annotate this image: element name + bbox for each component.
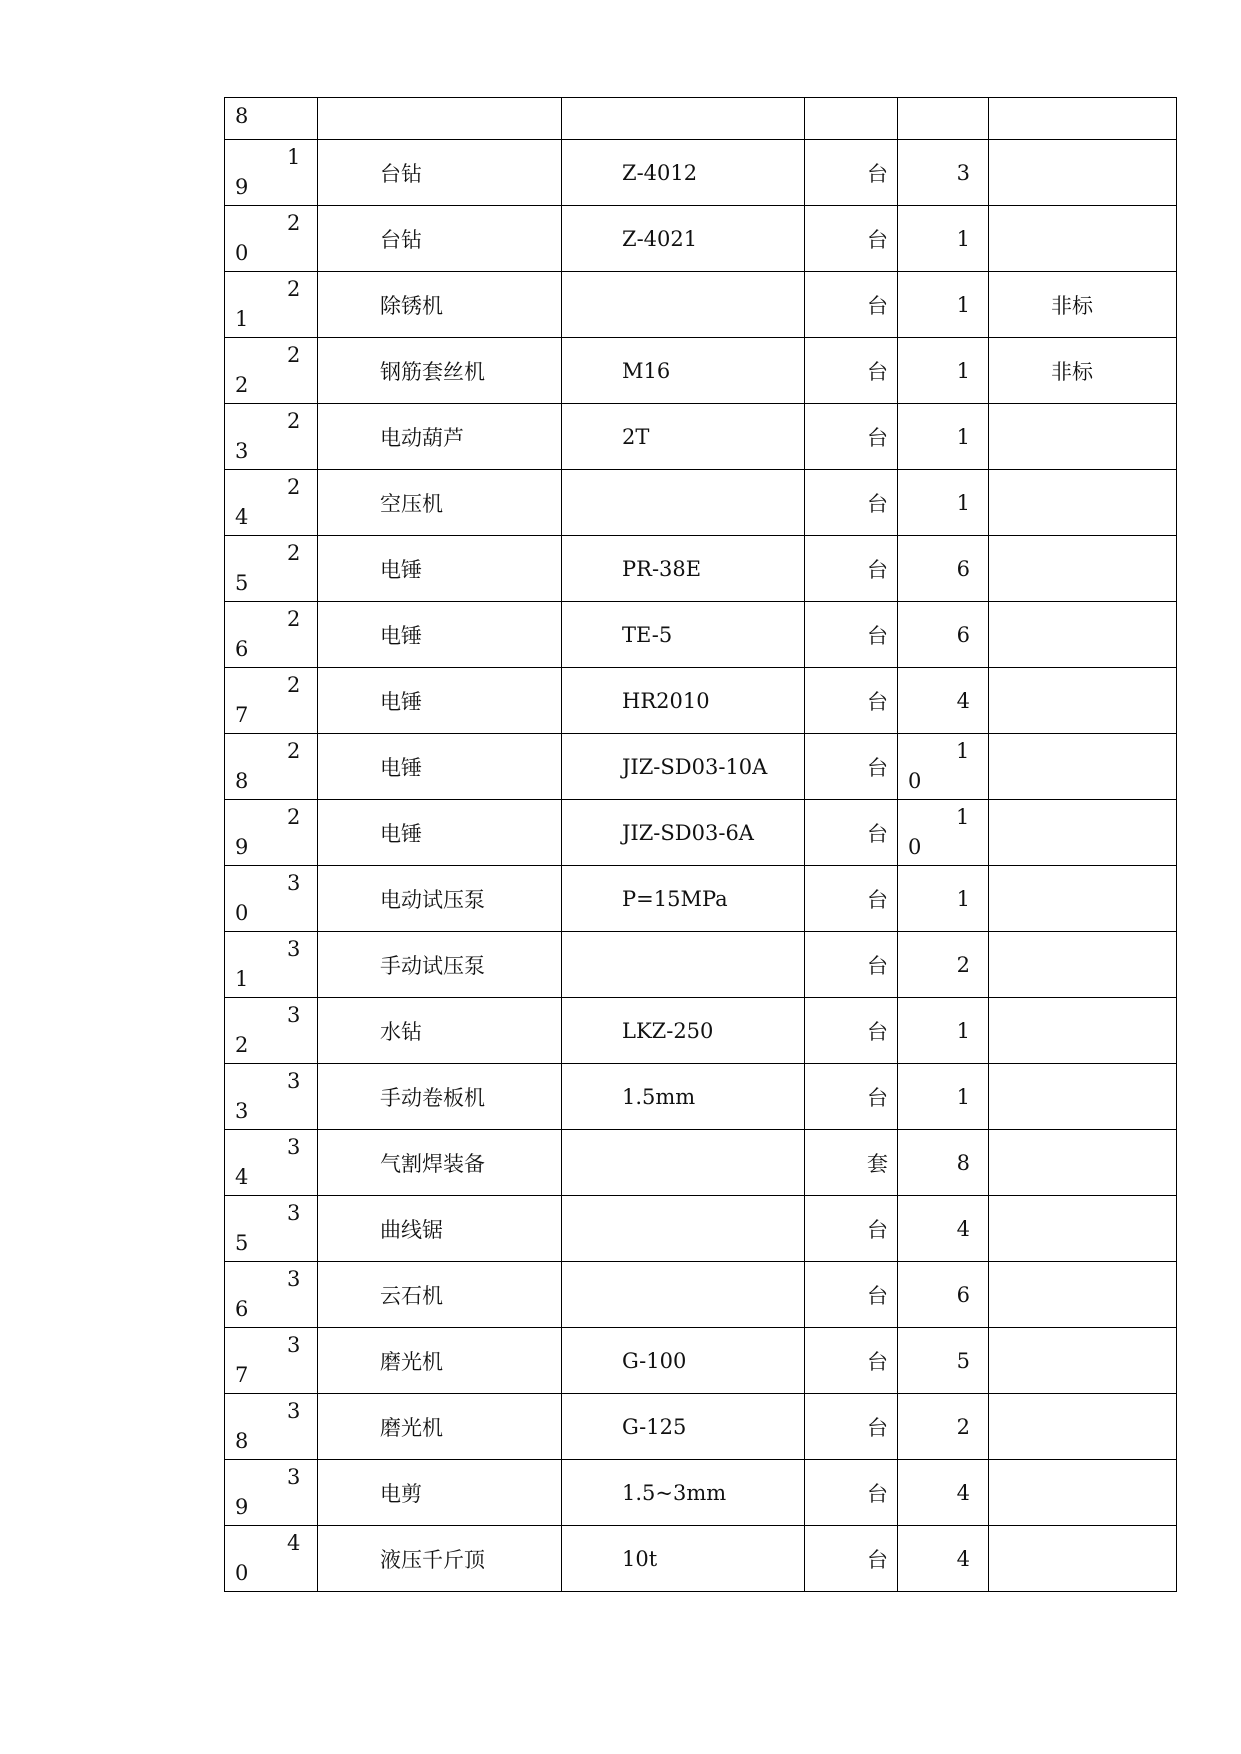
table-row: [225, 1064, 1177, 1130]
spec-cell: [562, 1460, 805, 1526]
equipment-unit: 台: [867, 491, 888, 516]
equipment-unit: 台: [867, 293, 888, 318]
seq-digit-bottom: 0: [235, 901, 249, 925]
table-row: [225, 404, 1177, 470]
name-cell: [318, 1460, 562, 1526]
qty-cell: [898, 536, 989, 602]
qty-cell: [898, 1460, 989, 1526]
equipment-unit: 台: [867, 821, 888, 846]
equipment-name: 电锤: [380, 755, 422, 780]
unit-cell: [805, 272, 898, 338]
seq-digit-top: 2: [287, 409, 301, 433]
seq-cell: [225, 668, 318, 734]
name-cell: [318, 932, 562, 998]
unit-cell: [805, 602, 898, 668]
table-row: [225, 536, 1177, 602]
unit-cell: [805, 98, 898, 140]
spec-cell: [562, 998, 805, 1064]
spec-cell: [562, 536, 805, 602]
equipment-name: 除锈机: [380, 293, 443, 318]
note-cell: [989, 1460, 1177, 1526]
note-cell: [989, 932, 1177, 998]
note-cell: [989, 404, 1177, 470]
seq-cell: [225, 272, 318, 338]
equipment-name: 曲线锯: [380, 1217, 443, 1242]
equipment-name: 气割焊装备: [380, 1151, 485, 1176]
seq-cell: [225, 140, 318, 206]
note-cell: [989, 206, 1177, 272]
equipment-table: [224, 97, 1177, 1592]
qty-value: 1: [956, 886, 970, 911]
seq-digit-top: 2: [287, 343, 301, 367]
equipment-note: 非标: [1051, 293, 1093, 318]
unit-cell: [805, 932, 898, 998]
equipment-unit: 台: [867, 1349, 888, 1374]
unit-cell: [805, 800, 898, 866]
seq-digit-top: 4: [287, 1531, 301, 1555]
seq-digit-bottom: 5: [235, 1231, 249, 1255]
seq-cell: [225, 1196, 318, 1262]
note-cell: [989, 1130, 1177, 1196]
equipment-name: 水钻: [380, 1019, 422, 1044]
equipment-spec: 2T: [622, 424, 650, 449]
note-cell: [989, 800, 1177, 866]
seq-digit-top: 1: [287, 145, 301, 169]
table-row: [225, 1328, 1177, 1394]
note-cell: [989, 98, 1177, 140]
seq-digit-bottom: 2: [235, 1033, 249, 1057]
seq-cell: [225, 998, 318, 1064]
name-cell: [318, 470, 562, 536]
equipment-unit: 台: [867, 887, 888, 912]
seq-cell: [225, 800, 318, 866]
unit-cell: [805, 404, 898, 470]
qty-cell: [898, 1394, 989, 1460]
equipment-spec: P=15MPa: [622, 886, 728, 911]
seq-digit-top: 2: [287, 541, 301, 565]
equipment-spec: G-100: [622, 1348, 687, 1373]
table-row: [225, 800, 1177, 866]
note-cell: [989, 1394, 1177, 1460]
spec-cell: [562, 866, 805, 932]
seq-digit-bottom: 4: [235, 505, 249, 529]
name-cell: [318, 140, 562, 206]
equipment-unit: 台: [867, 359, 888, 384]
equipment-spec: PR-38E: [622, 556, 702, 581]
qty-cell: [898, 140, 989, 206]
table-row: [225, 602, 1177, 668]
seq-digit-top: 2: [287, 607, 301, 631]
qty-value: 4: [956, 1546, 970, 1571]
unit-cell: [805, 338, 898, 404]
seq-digit-top: 2: [287, 739, 301, 763]
equipment-name: 手动卷板机: [380, 1085, 485, 1110]
seq-cell: [225, 932, 318, 998]
table-row: [225, 98, 1177, 140]
equipment-unit: 台: [867, 1547, 888, 1572]
name-cell: [318, 1262, 562, 1328]
equipment-name: 空压机: [380, 491, 443, 516]
table-row: [225, 272, 1177, 338]
seq-digit-bottom: 8: [235, 769, 249, 793]
table-row: [225, 734, 1177, 800]
qty-value: 1: [956, 1084, 970, 1109]
qty-value: 2: [956, 1414, 970, 1439]
seq-digit-top: 3: [287, 1201, 301, 1225]
seq-digit-top: 3: [287, 871, 301, 895]
spec-cell: [562, 272, 805, 338]
equipment-spec: Z-4021: [622, 226, 698, 251]
name-cell: [318, 98, 562, 140]
note-cell: [989, 1262, 1177, 1328]
equipment-spec: JIZ-SD03-6A: [622, 820, 754, 845]
name-cell: [318, 998, 562, 1064]
note-cell: [989, 1526, 1177, 1592]
note-cell: [989, 272, 1177, 338]
table-row: [225, 998, 1177, 1064]
equipment-unit: 台: [867, 1415, 888, 1440]
spec-cell: [562, 1262, 805, 1328]
qty-digit-top: 1: [956, 805, 970, 829]
qty-value: 3: [956, 160, 970, 185]
seq-digit-bottom: 2: [235, 373, 249, 397]
spec-cell: [562, 404, 805, 470]
table-row: [225, 338, 1177, 404]
equipment-unit: 台: [867, 755, 888, 780]
unit-cell: [805, 1064, 898, 1130]
unit-cell: [805, 206, 898, 272]
seq-digit-bottom: 3: [235, 439, 249, 463]
table-row: [225, 1130, 1177, 1196]
equipment-name: 电锤: [380, 623, 422, 648]
qty-value: 1: [956, 424, 970, 449]
seq-digit-bottom: 9: [235, 175, 249, 199]
qty-digit-top: 1: [956, 739, 970, 763]
seq-cell: [225, 602, 318, 668]
spec-cell: [562, 140, 805, 206]
seq-digit-bottom: 9: [235, 1495, 249, 1519]
spec-cell: [562, 98, 805, 140]
equipment-spec: 1.5mm: [622, 1084, 696, 1109]
qty-cell: [898, 800, 989, 866]
equipment-name: 电锤: [380, 557, 422, 582]
equipment-name: 电动试压泵: [380, 887, 485, 912]
equipment-spec: Z-4012: [622, 160, 698, 185]
table-row: [225, 1526, 1177, 1592]
name-cell: [318, 404, 562, 470]
seq-digit-top: 3: [287, 1069, 301, 1093]
seq-digit-bottom: 7: [235, 703, 249, 727]
unit-cell: [805, 866, 898, 932]
spec-cell: [562, 1064, 805, 1130]
name-cell: [318, 206, 562, 272]
seq-digit-top: 3: [287, 1135, 301, 1159]
equipment-unit: 台: [867, 953, 888, 978]
qty-cell: [898, 1064, 989, 1130]
seq-digit-bottom: 0: [235, 241, 249, 265]
qty-value: 1: [956, 1018, 970, 1043]
name-cell: [318, 602, 562, 668]
qty-value: 4: [956, 1480, 970, 1505]
equipment-name: 手动试压泵: [380, 953, 485, 978]
seq-cell: [225, 206, 318, 272]
equipment-name: 电剪: [380, 1481, 422, 1506]
qty-cell: [898, 1526, 989, 1592]
note-cell: [989, 1064, 1177, 1130]
name-cell: [318, 1196, 562, 1262]
spec-cell: [562, 1394, 805, 1460]
qty-value: 4: [956, 688, 970, 713]
name-cell: [318, 536, 562, 602]
note-cell: [989, 866, 1177, 932]
qty-cell: [898, 932, 989, 998]
equipment-unit: 台: [867, 689, 888, 714]
name-cell: [318, 866, 562, 932]
unit-cell: [805, 1526, 898, 1592]
qty-value: 2: [956, 952, 970, 977]
qty-cell: [898, 602, 989, 668]
seq-cell: [225, 1064, 318, 1130]
note-cell: [989, 668, 1177, 734]
qty-value: 1: [956, 490, 970, 515]
seq-digit-bottom: 9: [235, 835, 249, 859]
seq-digit-top: 3: [287, 1003, 301, 1027]
seq-digit-top: 2: [287, 475, 301, 499]
equipment-spec: LKZ-250: [622, 1018, 714, 1043]
seq-cell: [225, 1328, 318, 1394]
equipment-unit: 套: [867, 1151, 888, 1176]
spec-cell: [562, 206, 805, 272]
spec-cell: [562, 1526, 805, 1592]
equipment-unit: 台: [867, 1217, 888, 1242]
equipment-unit: 台: [867, 1085, 888, 1110]
equipment-unit: 台: [867, 623, 888, 648]
seq-cell: [225, 1130, 318, 1196]
qty-cell: [898, 866, 989, 932]
equipment-spec: M16: [622, 358, 671, 383]
equipment-spec: 1.5~3mm: [622, 1480, 727, 1505]
equipment-spec: JIZ-SD03-10A: [622, 754, 768, 779]
qty-value: 1: [956, 226, 970, 251]
table-row: [225, 1460, 1177, 1526]
seq-cell: [225, 536, 318, 602]
name-cell: [318, 1130, 562, 1196]
equipment-unit: 台: [867, 1019, 888, 1044]
equipment-note: 非标: [1051, 359, 1093, 384]
spec-cell: [562, 1130, 805, 1196]
name-cell: [318, 1526, 562, 1592]
table-row: [225, 206, 1177, 272]
table-row: [225, 668, 1177, 734]
seq-cell: [225, 338, 318, 404]
spec-cell: [562, 668, 805, 734]
seq-number: 8: [235, 104, 249, 128]
seq-cell: [225, 866, 318, 932]
equipment-unit: 台: [867, 1283, 888, 1308]
equipment-table-body: [225, 98, 1177, 1592]
seq-digit-bottom: 6: [235, 1297, 249, 1321]
unit-cell: [805, 1328, 898, 1394]
seq-digit-top: 2: [287, 277, 301, 301]
seq-digit-top: 2: [287, 673, 301, 697]
note-cell: [989, 998, 1177, 1064]
equipment-name: 磨光机: [380, 1349, 443, 1374]
spec-cell: [562, 602, 805, 668]
qty-cell: [898, 272, 989, 338]
equipment-name: 台钻: [380, 227, 422, 252]
qty-digit-bottom: 0: [908, 769, 922, 793]
qty-digit-bottom: 0: [908, 835, 922, 859]
equipment-name: 磨光机: [380, 1415, 443, 1440]
note-cell: [989, 734, 1177, 800]
name-cell: [318, 272, 562, 338]
unit-cell: [805, 1460, 898, 1526]
seq-digit-bottom: 0: [235, 1561, 249, 1585]
qty-cell: [898, 1262, 989, 1328]
qty-value: 8: [956, 1150, 970, 1175]
qty-cell: [898, 404, 989, 470]
seq-digit-top: 3: [287, 937, 301, 961]
qty-value: 6: [956, 1282, 970, 1307]
qty-cell: [898, 1196, 989, 1262]
qty-cell: [898, 98, 989, 140]
equipment-unit: 台: [867, 227, 888, 252]
seq-cell: [225, 98, 318, 140]
seq-cell: [225, 1262, 318, 1328]
table-row: [225, 140, 1177, 206]
name-cell: [318, 668, 562, 734]
equipment-name: 电锤: [380, 689, 422, 714]
spec-cell: [562, 800, 805, 866]
table-row: [225, 866, 1177, 932]
name-cell: [318, 800, 562, 866]
spec-cell: [562, 932, 805, 998]
qty-value: 1: [956, 358, 970, 383]
qty-value: 6: [956, 556, 970, 581]
table-row: [225, 932, 1177, 998]
qty-cell: [898, 206, 989, 272]
qty-value: 6: [956, 622, 970, 647]
equipment-unit: 台: [867, 425, 888, 450]
note-cell: [989, 602, 1177, 668]
equipment-spec: 10t: [622, 1546, 658, 1571]
seq-cell: [225, 404, 318, 470]
name-cell: [318, 338, 562, 404]
name-cell: [318, 1064, 562, 1130]
seq-digit-bottom: 3: [235, 1099, 249, 1123]
seq-cell: [225, 1526, 318, 1592]
unit-cell: [805, 470, 898, 536]
table-row: [225, 1196, 1177, 1262]
unit-cell: [805, 1262, 898, 1328]
qty-cell: [898, 734, 989, 800]
equipment-name: 液压千斤顶: [380, 1547, 485, 1572]
note-cell: [989, 1328, 1177, 1394]
seq-cell: [225, 1394, 318, 1460]
unit-cell: [805, 1394, 898, 1460]
spec-cell: [562, 470, 805, 536]
seq-digit-top: 3: [287, 1465, 301, 1489]
unit-cell: [805, 536, 898, 602]
seq-cell: [225, 1460, 318, 1526]
equipment-name: 台钻: [380, 161, 422, 186]
note-cell: [989, 470, 1177, 536]
note-cell: [989, 1196, 1177, 1262]
qty-cell: [898, 1328, 989, 1394]
equipment-name: 云石机: [380, 1283, 443, 1308]
qty-cell: [898, 338, 989, 404]
note-cell: [989, 536, 1177, 602]
seq-digit-bottom: 5: [235, 571, 249, 595]
spec-cell: [562, 1196, 805, 1262]
equipment-unit: 台: [867, 1481, 888, 1506]
note-cell: [989, 140, 1177, 206]
unit-cell: [805, 1196, 898, 1262]
name-cell: [318, 1394, 562, 1460]
unit-cell: [805, 734, 898, 800]
qty-cell: [898, 1130, 989, 1196]
seq-digit-top: 3: [287, 1333, 301, 1357]
unit-cell: [805, 1130, 898, 1196]
seq-digit-top: 2: [287, 211, 301, 235]
spec-cell: [562, 1328, 805, 1394]
equipment-spec: TE-5: [622, 622, 673, 647]
unit-cell: [805, 668, 898, 734]
seq-digit-top: 2: [287, 805, 301, 829]
note-cell: [989, 338, 1177, 404]
qty-value: 1: [956, 292, 970, 317]
seq-digit-bottom: 4: [235, 1165, 249, 1189]
seq-digit-bottom: 6: [235, 637, 249, 661]
equipment-unit: 台: [867, 557, 888, 582]
equipment-name: 电动葫芦: [380, 425, 464, 450]
seq-digit-bottom: 1: [235, 307, 249, 331]
name-cell: [318, 1328, 562, 1394]
seq-digit-bottom: 8: [235, 1429, 249, 1453]
table-row: [225, 470, 1177, 536]
seq-digit-bottom: 7: [235, 1363, 249, 1387]
seq-digit-bottom: 1: [235, 967, 249, 991]
qty-value: 4: [956, 1216, 970, 1241]
table-row: [225, 1394, 1177, 1460]
spec-cell: [562, 734, 805, 800]
name-cell: [318, 734, 562, 800]
equipment-spec: HR2010: [622, 688, 710, 713]
seq-digit-top: 3: [287, 1267, 301, 1291]
equipment-name: 电锤: [380, 821, 422, 846]
spec-cell: [562, 338, 805, 404]
equipment-spec: G-125: [622, 1414, 687, 1439]
equipment-name: 钢筋套丝机: [380, 359, 485, 384]
seq-cell: [225, 734, 318, 800]
equipment-unit: 台: [867, 161, 888, 186]
unit-cell: [805, 998, 898, 1064]
table-row: [225, 1262, 1177, 1328]
seq-cell: [225, 470, 318, 536]
qty-cell: [898, 668, 989, 734]
qty-cell: [898, 998, 989, 1064]
qty-value: 5: [956, 1348, 970, 1373]
unit-cell: [805, 140, 898, 206]
qty-cell: [898, 470, 989, 536]
seq-digit-top: 3: [287, 1399, 301, 1423]
